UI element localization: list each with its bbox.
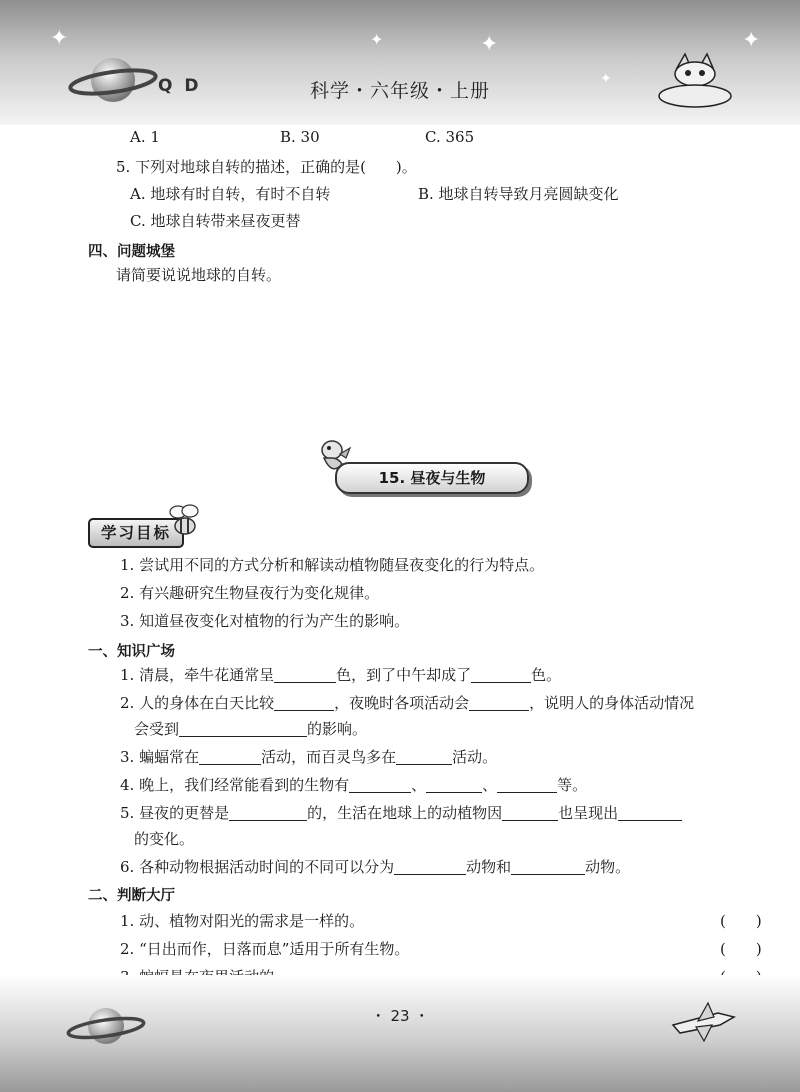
answer-blank[interactable] [469,694,529,711]
answer-blank[interactable] [274,666,336,683]
answer-blank[interactable] [349,776,411,793]
answer-blank[interactable] [394,858,466,875]
question-text: 活动。 [452,748,498,766]
judge-item: 1. 动、植物对阳光的需求是一样的。 [120,912,365,930]
question-text: 、 [411,776,427,794]
question-text: 活动，而百灵鸟多在 [261,748,397,766]
goal-item: 3. 知道昼夜变化对植物的行为产生的影响。 [120,612,410,630]
question-text: 4. 晚上，我们经常能看到的生物有 [120,776,350,794]
page-number: ・ 23 ・ [370,1007,430,1025]
question-text: 动物。 [585,858,631,876]
answer-blank[interactable] [199,748,261,765]
fill-question [120,802,682,823]
fill-question [120,774,587,795]
section-heading: 四、问题城堡 [88,244,175,260]
option-c: C. 365 [425,128,475,146]
answer-blank[interactable] [497,776,557,793]
open-question: 请简要说说地球的自转。 [116,266,282,284]
question-text: 的影响。 [307,720,368,738]
question-text: 的变化。 [134,830,195,848]
question-text: 动物和 [466,858,512,876]
question-text: 也呈现出 [558,804,619,822]
answer-blank[interactable] [502,804,558,821]
question-text: 色。 [531,666,562,684]
fill-question [120,692,694,713]
answer-blank[interactable] [179,720,307,737]
sparkle-icon: ✦ [370,30,384,49]
goal-item: 1. 尝试用不同的方式分析和解读动植物随昼夜变化的行为特点。 [120,556,545,574]
sparkle-icon: ✦ [480,32,499,57]
option-a: A. 地球有时自转，有时不自转 [130,185,331,203]
chapter-title: 15. 昼夜与生物 [335,462,529,494]
judge-item: 2. “日出而作，日落而息”适用于所有生物。 [120,940,410,958]
answer-blank[interactable] [274,694,334,711]
option-b: B. 30 [280,128,320,146]
section-heading: 一、知识广场 [88,644,175,660]
goal-item: 2. 有兴趣研究生物昼夜行为变化规律。 [120,584,380,602]
learning-goals-badge: 学习目标 [88,518,184,548]
answer-paren[interactable]: ( ) [720,912,762,930]
question-text: 5. 昼夜的更替是 [120,804,230,822]
question-text: 1. 清晨，牵牛花通常呈 [120,666,275,684]
option-b: B. 地球自转导致月亮圆缺变化 [418,185,619,203]
fill-question [120,856,630,877]
question-text: 会受到 [134,720,180,738]
answer-blank[interactable] [396,748,452,765]
sparkle-icon: ✦ [50,26,69,51]
page-header [0,0,800,125]
question-text: 色，到了中午却成了 [336,666,472,684]
section-heading: 二、判断大厅 [88,888,175,904]
question-text: ，说明人的身体活动情况 [529,694,695,712]
sparkle-icon: ✦ [600,71,612,87]
page-footer [0,975,800,1092]
sparkle-icon: ✦ [742,28,761,53]
answer-blank[interactable] [229,804,307,821]
question-text: 2. 人的身体在白天比较 [120,694,275,712]
fill-question [134,718,367,739]
page-title: 科学・六年级・上册 [309,80,490,102]
mascot-logo [655,50,735,110]
question-text: 、 [482,776,498,794]
fill-question [120,664,561,685]
bee-icon [168,504,202,538]
answer-blank[interactable] [471,666,531,683]
answer-blank[interactable] [426,776,482,793]
question-text: 3. 蝙蝠常在 [120,748,200,766]
series-code: Q D [158,76,202,96]
question-text: ，夜晚时各项活动会 [334,694,470,712]
answer-blank[interactable] [511,858,585,875]
answer-blank[interactable] [618,804,682,821]
option-a: A. 1 [130,128,160,146]
answer-paren[interactable]: ( ) [720,940,762,958]
fill-question [120,746,497,767]
question-text: 的，生活在地球上的动植物因 [307,804,503,822]
question-text: 等。 [557,776,588,794]
option-c: C. 地球自转带来昼夜更替 [130,212,301,230]
question-stem: 5. 下列对地球自转的描述，正确的是( )。 [116,158,417,176]
question-text: 6. 各种动物根据活动时间的不同可以分为 [120,858,395,876]
